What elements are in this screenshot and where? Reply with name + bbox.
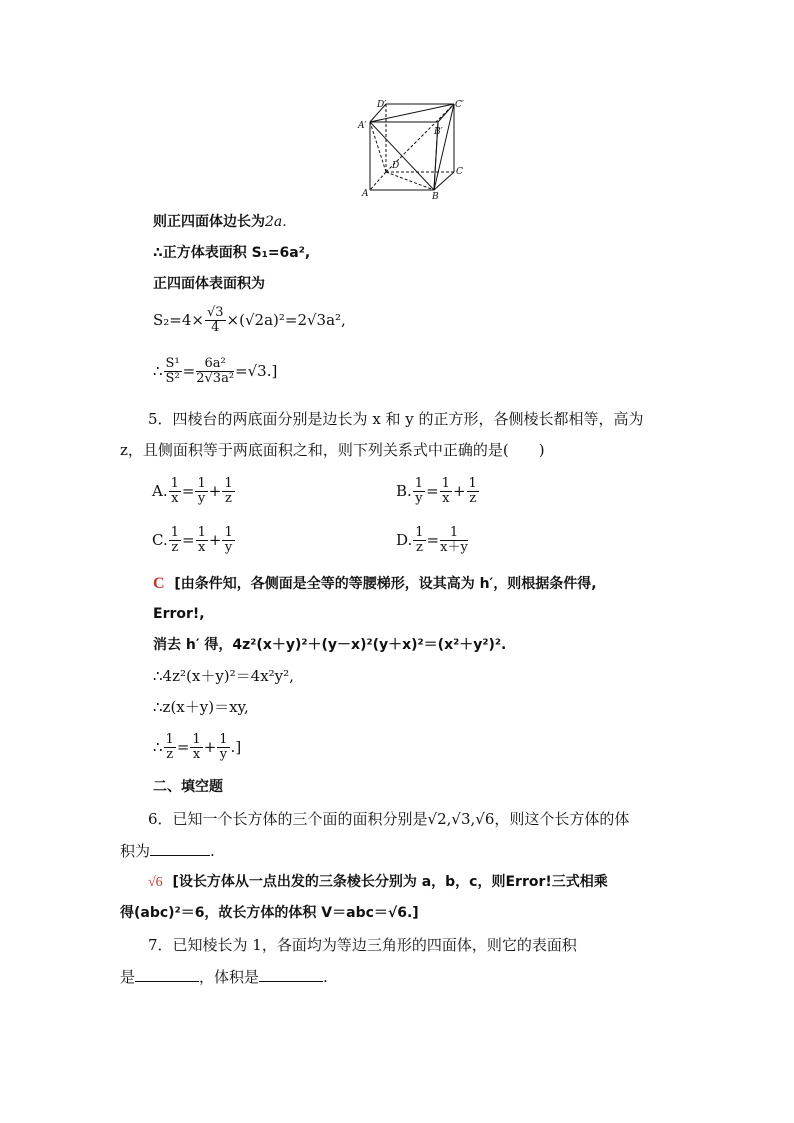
text: 是 bbox=[120, 968, 136, 986]
den: x bbox=[192, 747, 201, 763]
text: [由条件知，各侧面是全等的等腰梯形，设其高为 h′，则根据条件得, bbox=[174, 576, 597, 592]
option-c bbox=[152, 526, 236, 556]
num: 1 bbox=[197, 476, 206, 491]
fraction bbox=[467, 477, 479, 507]
den: z bbox=[171, 540, 179, 556]
fraction bbox=[169, 526, 181, 556]
den: y bbox=[219, 747, 228, 763]
den: x bbox=[171, 491, 179, 507]
op: + bbox=[203, 737, 217, 756]
cube-tetrahedron-figure bbox=[356, 98, 476, 202]
question-5-line-2: z，且侧面积等于两底面积之和，则下列关系式中正确的是( ) bbox=[120, 441, 545, 459]
den: z bbox=[166, 747, 174, 763]
text: = bbox=[182, 361, 196, 380]
text: S₂=4× bbox=[153, 310, 204, 329]
question-6-line-1: 6．已知一个长方体的三个面的面积分别是√2,√3,√6，则这个长方体的体 bbox=[148, 810, 630, 828]
line-s2-formula bbox=[153, 306, 346, 336]
label-b-prime: B′ bbox=[434, 127, 443, 137]
label: A. bbox=[152, 481, 168, 500]
num: 1 bbox=[441, 476, 450, 491]
fraction bbox=[190, 733, 202, 763]
fraction bbox=[195, 477, 207, 507]
fraction bbox=[222, 526, 234, 556]
question-6-line-2 bbox=[120, 843, 215, 859]
den: y bbox=[197, 491, 206, 507]
num: 6a² bbox=[196, 357, 234, 372]
fraction bbox=[222, 477, 234, 507]
label-d: D bbox=[392, 161, 400, 171]
num: 1 bbox=[170, 525, 179, 540]
line-ratio bbox=[153, 357, 277, 387]
math: 2a. bbox=[265, 214, 287, 230]
op: + bbox=[208, 530, 222, 549]
solution-5-line-6 bbox=[153, 733, 241, 763]
text: ×(√2a)²=2√3a², bbox=[226, 310, 346, 329]
op: + bbox=[452, 481, 466, 500]
num: 1 bbox=[197, 525, 206, 540]
den: x bbox=[198, 540, 206, 556]
line-tetra-surface-label: 正四面体表面积为 bbox=[153, 276, 265, 292]
num: 1 bbox=[440, 526, 468, 541]
op: = bbox=[181, 481, 195, 500]
num: 1 bbox=[414, 476, 424, 491]
fraction bbox=[413, 526, 425, 556]
label: D. bbox=[396, 530, 413, 549]
answer-5: C bbox=[153, 575, 165, 592]
answer-6: √6 bbox=[148, 875, 163, 890]
num: 1 bbox=[165, 732, 174, 747]
answer-blank bbox=[150, 843, 210, 856]
text: 则正四面体边长为 bbox=[153, 214, 265, 230]
den: y bbox=[415, 491, 423, 507]
num: 1 bbox=[224, 476, 233, 491]
num: √3 bbox=[206, 305, 224, 320]
den: 2√3a² bbox=[196, 371, 235, 387]
question-5-line-1: 5．四棱台的两底面分别是边长为 x 和 y 的正方形，各侧棱长都相等，高为 bbox=[148, 410, 644, 428]
op: = bbox=[176, 737, 190, 756]
num: 1 bbox=[219, 732, 228, 747]
fraction bbox=[164, 733, 176, 763]
label-c: C bbox=[456, 167, 463, 177]
question-7-line-1: 7．已知棱长为 1，各面均为等边三角形的四面体，则它的表面积 bbox=[148, 936, 577, 954]
num: 1 bbox=[468, 476, 477, 491]
solution-5-line-5: ∴z(x＋y)＝xy, bbox=[153, 698, 249, 716]
text: ，体积是 bbox=[199, 968, 260, 986]
label-a: A bbox=[362, 189, 369, 199]
text: =√3.] bbox=[235, 361, 278, 380]
text: . bbox=[323, 968, 328, 986]
solution-5-line-2: Error!, bbox=[153, 606, 205, 622]
fraction bbox=[440, 526, 468, 556]
question-7-line-2 bbox=[120, 969, 328, 985]
den: 4 bbox=[211, 320, 220, 336]
option-a bbox=[152, 477, 236, 507]
op: = bbox=[426, 481, 439, 500]
den: z bbox=[415, 540, 423, 556]
line-cube-surface: ∴正方体表面积 S₁=6a², bbox=[153, 245, 311, 261]
op: = bbox=[426, 530, 440, 549]
op: = bbox=[182, 530, 195, 549]
option-b bbox=[396, 477, 480, 507]
label-d-prime: D′ bbox=[377, 100, 387, 110]
label-c-prime: C′ bbox=[455, 100, 464, 110]
op: + bbox=[208, 481, 222, 500]
fraction bbox=[413, 477, 425, 507]
text: 积为 bbox=[120, 842, 151, 860]
fraction bbox=[196, 357, 234, 387]
num: 1 bbox=[170, 476, 179, 491]
den: S² bbox=[165, 371, 180, 387]
fraction bbox=[169, 477, 181, 507]
fraction bbox=[196, 526, 208, 556]
text: ∴ bbox=[153, 361, 163, 380]
label-a-prime: A′ bbox=[358, 121, 367, 131]
label: B. bbox=[396, 481, 412, 500]
fraction bbox=[217, 733, 229, 763]
line-edge-length bbox=[153, 215, 287, 229]
label: C. bbox=[152, 530, 168, 549]
den: z bbox=[469, 491, 477, 507]
num: 1 bbox=[415, 525, 424, 540]
solution-5-line-3: 消去 h′ 得，4z²(x＋y)²＋(y－x)²(y＋x)²＝(x²＋y²)². bbox=[153, 637, 507, 653]
solution-6-line-2: 得(abc)²＝6，故长方体的体积 V＝abc＝√6.] bbox=[120, 905, 419, 921]
text: ∴ bbox=[153, 737, 163, 756]
answer-blank-surface bbox=[135, 969, 199, 982]
num: S¹ bbox=[165, 356, 180, 371]
option-d bbox=[396, 526, 469, 556]
fraction bbox=[164, 357, 182, 387]
num: 1 bbox=[192, 732, 201, 747]
den: y bbox=[224, 540, 233, 556]
text: . bbox=[210, 842, 215, 860]
fraction bbox=[205, 306, 226, 336]
num: 1 bbox=[224, 525, 233, 540]
text: .] bbox=[230, 737, 242, 756]
den: x＋y bbox=[440, 540, 468, 556]
solution-6-line-1 bbox=[148, 875, 608, 890]
den: x bbox=[442, 491, 450, 507]
den: z bbox=[225, 491, 232, 507]
label-b: B bbox=[432, 192, 439, 202]
section-fill-in-blank: 二、填空题 bbox=[153, 779, 223, 795]
solution-5-line-1 bbox=[153, 576, 597, 592]
answer-blank-volume bbox=[259, 969, 323, 982]
text: [设长方体从一点出发的三条棱长分别为 a，b，c，则Error!三式相乘 bbox=[172, 874, 608, 890]
fraction bbox=[440, 477, 452, 507]
solution-5-line-4: ∴4z²(x＋y)²＝4x²y², bbox=[153, 667, 294, 685]
